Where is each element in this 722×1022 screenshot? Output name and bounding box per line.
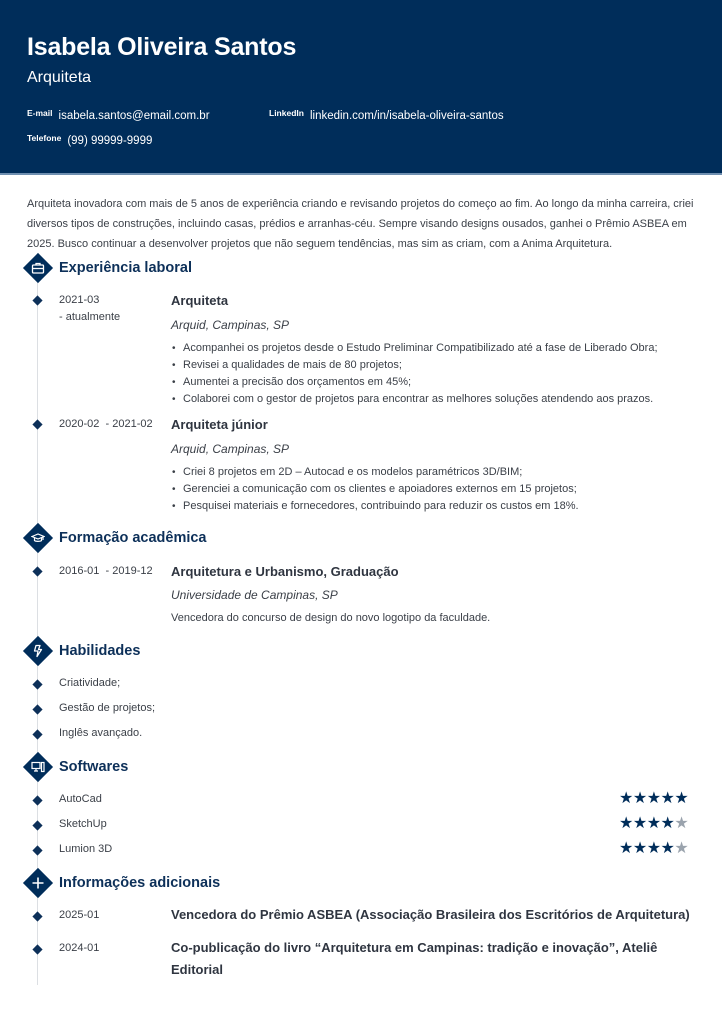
section-title-additional: Informações adicionais <box>59 875 221 891</box>
star-filled-icon: ★★★★ <box>619 815 675 832</box>
contact-email <box>27 110 210 122</box>
experience-section-icon <box>25 255 51 281</box>
timeline-dot <box>32 820 42 830</box>
additional-date: 2024-01 <box>59 942 100 954</box>
section-title-software: Softwares <box>59 759 129 775</box>
timeline-dot <box>32 944 42 954</box>
bullet-item: • Pesquisei materiais e fornecedores, contribuindo para reduzir os custos em 18%. <box>171 498 579 515</box>
section-title-education: Formação acadêmica <box>59 530 207 546</box>
skill-item: Inglês avançado. <box>59 727 143 739</box>
bullet-item: • Colaborei com o gestor de projetos para encontrar as melhores soluções atendendo aos prazos. <box>171 391 658 408</box>
plus-icon <box>31 876 45 890</box>
section-title-experience: Experiência laboral <box>59 260 192 276</box>
additional-section-icon <box>25 870 51 896</box>
graduation-cap-icon <box>31 531 45 545</box>
experience-bullets <box>171 464 579 515</box>
education-section-icon <box>25 525 51 551</box>
bullet-item: • Criei 8 projetos em 2D – Autocad e os modelos paramétricos 3D/BIM; <box>171 464 579 481</box>
resume-header <box>0 0 722 175</box>
software-name: AutoCad <box>59 793 102 805</box>
bullet-item: • Gerenciei a comunicação com os clientes e apoiadores externos em 15 projetos; <box>171 481 579 498</box>
skills-section-icon <box>25 638 51 664</box>
education-description: Vencedora do concurso de design do novo logotipo da faculdade. <box>171 612 491 624</box>
experience-role: Arquiteta <box>171 293 229 308</box>
additional-item: Co-publicação do livro “Arquitetura em Campinas: tradição e inovação”, Ateliê Editorial <box>171 940 658 977</box>
contact-label: LinkedIn <box>269 108 304 118</box>
timeline-dot <box>32 679 42 689</box>
experience-org: Arquid, Campinas, SP <box>171 318 290 332</box>
timeline-dot <box>32 729 42 739</box>
timeline-dot <box>32 295 42 305</box>
timeline-dot <box>32 845 42 855</box>
timeline-dot <box>32 704 42 714</box>
computer-icon <box>31 760 45 774</box>
contact-label: Telefone <box>27 133 62 143</box>
contact-label: E-mail <box>27 108 53 118</box>
skill-item: Criatividade; <box>59 677 121 689</box>
software-rating <box>619 791 688 807</box>
timeline-dot <box>32 795 42 805</box>
additional-date: 2025-01 <box>59 909 100 921</box>
bullet-item: • Aumentei a precisão dos orçamentos em 45%; <box>171 374 658 391</box>
skill-item: Gestão de projetos; <box>59 702 156 714</box>
education-date: 2016-01 - 2019-12 <box>59 565 153 577</box>
profile-summary: Arquiteta inovadora com mais de 5 anos de experiência criando e revisando projetos do começo ao fim. Ao longo da minha carreira, criei diversos tipos de construções, incluindo casas, prédios e arranhas-céu. Sempre visando designs ousados, ganhei o Prêmio ASBEA em 2025. Busco continuar a desenvolver projetos que não seguem tendências, mas sim as criam, com a Anima Arquitetura. <box>27 198 694 250</box>
bullet-item: • Revisei a qualidades de mais de 80 projetos; <box>171 357 658 374</box>
linkedin-link[interactable]: linkedin.com/in/isabela-oliveira-santos <box>309 110 504 122</box>
lightning-icon <box>31 644 45 658</box>
software-rating <box>619 841 688 857</box>
star-empty-icon: ★ <box>674 840 689 857</box>
phone-value: (99) 99999-9999 <box>67 135 153 147</box>
email-link[interactable]: isabela.santos@email.com.br <box>58 110 210 122</box>
education-school: Universidade de Campinas, SP <box>171 588 338 602</box>
software-name: SketchUp <box>59 818 107 830</box>
timeline-dot <box>32 566 42 576</box>
software-name: Lumion 3D <box>59 843 113 855</box>
briefcase-icon <box>31 261 45 275</box>
contact-phone <box>27 135 152 147</box>
education-degree: Arquitetura e Urbanismo, Graduação <box>171 564 399 579</box>
software-section-icon <box>25 754 51 780</box>
bullet-item: • Acompanhei os projetos desde o Estudo Preliminar Compatibilizado até a fase de Liberado Obra; <box>171 340 658 357</box>
experience-org: Arquid, Campinas, SP <box>171 442 290 456</box>
section-title-skills: Habilidades <box>59 643 141 659</box>
timeline-dot <box>32 911 42 921</box>
star-empty-icon: ★ <box>674 815 689 832</box>
star-filled-icon: ★★★★★ <box>619 790 689 807</box>
software-rating <box>619 816 688 832</box>
star-filled-icon: ★★★★ <box>619 840 675 857</box>
additional-item: Vencedora do Prêmio ASBEA (Associação Brasileira dos Escritórios de Arquitetura) <box>171 907 690 922</box>
timeline-dot <box>32 419 42 429</box>
candidate-title: Arquiteta <box>27 69 92 86</box>
experience-bullets <box>171 340 658 408</box>
contact-linkedin <box>269 110 504 122</box>
experience-role: Arquiteta júnior <box>171 417 268 432</box>
experience-date: 2020-02 - 2021-02 <box>59 418 153 430</box>
experience-date: 2021-03 - atualmente <box>59 294 121 323</box>
candidate-name: Isabela Oliveira Santos <box>27 33 297 61</box>
